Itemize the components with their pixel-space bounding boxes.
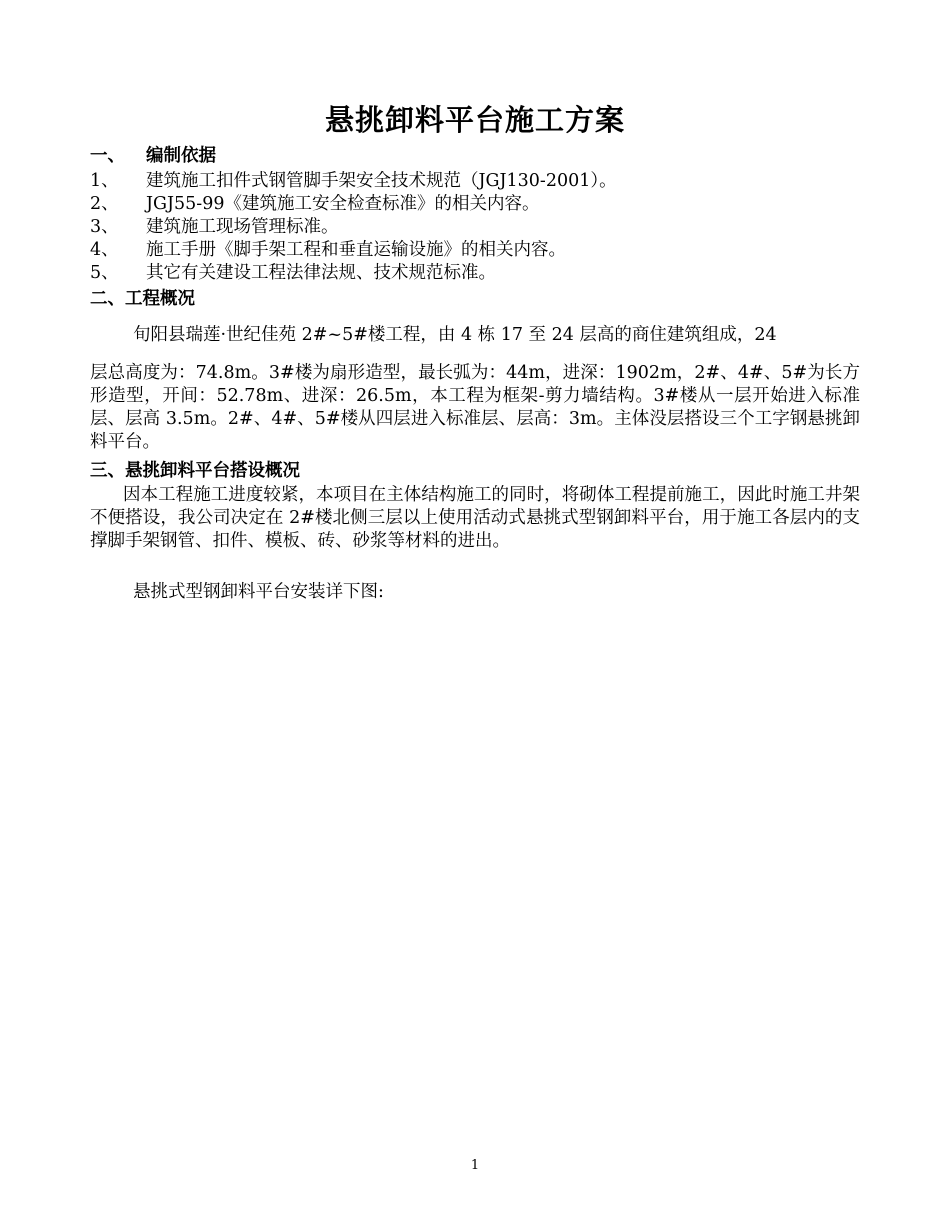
section-heading-overview: 二、工程概况 xyxy=(90,289,195,309)
list-item-text: JGJ55-99《建筑施工安全检查标准》的相关内容。 xyxy=(146,194,540,214)
paragraph-first-line: 旬阳县瑞莲·世纪佳苑 2#~5#楼工程，由 4 栋 17 至 24 层高的商住建筑组成，24 xyxy=(133,325,777,345)
list-item xyxy=(90,239,865,262)
section-heading-platform: 三、悬挑卸料平台搭设概况 xyxy=(90,461,300,481)
list-item xyxy=(90,170,865,193)
section-title: 编制依据 xyxy=(146,146,216,166)
list-item-text: 建筑施工现场管理标准。 xyxy=(146,217,339,237)
list-item-number: 3、 xyxy=(90,217,119,237)
list-item-number: 2、 xyxy=(90,194,119,214)
list-item-number: 4、 xyxy=(90,240,119,260)
section-heading-basis xyxy=(90,145,865,168)
list-item-text: 其它有关建设工程法律法规、技术规范标准。 xyxy=(146,263,496,283)
list-item xyxy=(90,216,865,239)
section-number: 一、 xyxy=(90,146,125,166)
page-number: 1 xyxy=(470,1158,480,1173)
list-item-number: 1、 xyxy=(90,171,119,191)
list-item xyxy=(90,193,865,216)
paragraph: 层总高度为：74.8m。3#楼为扇形造型，最长弧为：44m，进深：1902m，2#、4#、5#为长方形造型，开间：52.78m、进深：26.5m，本工程为框架-剪力墙结构。3#楼从一层开始进入标准层、层高 3.5m。2#、4#、5#楼从四层进入标准层、层高：3m。主体没层搭设三个工字钢悬挑卸料平台。 xyxy=(90,363,860,452)
list-item-text: 建筑施工扣件式钢管脚手架安全技术规范（JGJ130-2001）。 xyxy=(146,171,617,191)
list-item-number: 5、 xyxy=(90,263,119,283)
paragraph: 悬挑式型钢卸料平台安装详下图: xyxy=(133,582,384,602)
paragraph: 因本工程施工进度较紧，本项目在主体结构施工的同时，将砌体工程提前施工，因此时施工井架不便搭设，我公司决定在 2#楼北侧三层以上使用活动式悬挑式型钢卸料平台，用于施工各层内的支撑脚手架钢管、扣件、模板、砖、砂浆等材料的进出。 xyxy=(90,485,860,551)
document-title: 悬挑卸料平台施工方案 xyxy=(324,103,625,137)
list-item-text: 施工手册《脚手架工程和垂直运输设施》的相关内容。 xyxy=(146,240,566,260)
list-item xyxy=(90,262,865,285)
